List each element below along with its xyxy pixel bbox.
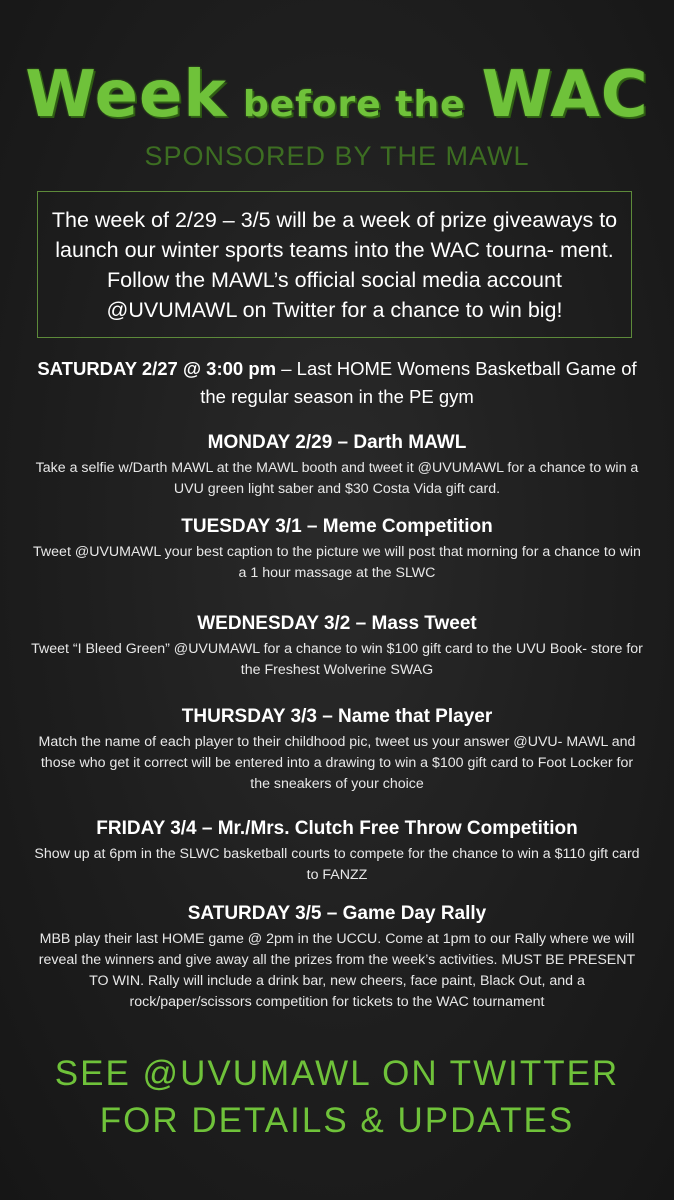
footer-callout: [0, 1050, 674, 1144]
flyer-title: [0, 58, 674, 132]
event-tuesday-3-1: [30, 514, 644, 584]
intro-text: The week of 2/29 – 3/5 will be a week of prize giveaways to launch our winter sports teams into the WAC tourna- ment. Follow the MAWL’s official social media account @UVUMAWL on Twitter for a chance to win big!: [51, 207, 618, 322]
event-detail: – Meme Competition: [301, 516, 493, 537]
event-thursday-3-3: [30, 704, 644, 795]
event-detail: – Last HOME Womens Basketball Game of the regular season in the PE gym: [200, 358, 637, 407]
event-heading: [30, 611, 644, 637]
event-day: THURSDAY 3/3 – Name that Player: [181, 706, 493, 727]
title-word-week: Week: [25, 58, 227, 132]
footer-line-2: FOR DETAILS & UPDATES: [99, 1101, 575, 1140]
event-description: Show up at 6pm in the SLWC basketball courts to compete for the chance to win a $110 gift card to FANZZ: [34, 846, 640, 883]
event-heading: [30, 901, 644, 927]
event-description: MBB play their last HOME game @ 2pm in the UCCU. Come at 1pm to our Rally where we will reveal the winners and give away all the prizes from the week’s activities. MUST BE PRESENT TO WIN. Rally will include a drink bar, new cheers, face paint, Black Out, and a rock/paper/scissors competition for tickets to the WAC tournament: [38, 931, 636, 1010]
title-word-before-the: before the: [242, 84, 466, 125]
event-description: Tweet “I Bleed Green” @UVUMAWL for a chance to win $100 gift card to the UVU Book- store for the Freshest Wolverine SWAG: [31, 641, 643, 678]
event-day: TUESDAY 3/1: [181, 516, 302, 537]
event-wednesday-3-2: [30, 611, 644, 681]
event-saturday-2-27: [30, 355, 644, 411]
event-day: MONDAY 2/29 – Darth MAWL: [207, 432, 467, 453]
event-friday-3-4: [30, 816, 644, 886]
event-day: SATURDAY 2/27 @ 3:00 pm: [37, 358, 277, 379]
event-description: Match the name of each player to their childhood pic, tweet us your answer @UVU- MAWL and those who get it correct will be entered into a drawing to win a $100 gift card to Foot Locker for the sneakers of your choice: [38, 734, 636, 792]
event-description: Tweet @UVUMAWL your best caption to the picture we will post that morning for a chance to win a 1 hour massage at the SLWC: [33, 544, 641, 581]
event-day: SATURDAY 3/5 – Game Day Rally: [187, 903, 487, 924]
event-heading: [30, 704, 644, 730]
event-description: Take a selfie w/Darth MAWL at the MAWL booth and tweet it @UVUMAWL for a chance to win a UVU green light saber and $30 Costa Vida gift card.: [35, 460, 639, 497]
event-saturday-3-5: [30, 901, 644, 1013]
event-detail: – Mass Tweet: [350, 613, 477, 634]
event-day: FRIDAY 3/4 – Mr./Mrs. Clutch Free Throw Competition: [96, 818, 578, 839]
footer-line-1: SEE @UVUMAWL ON TWITTER: [54, 1054, 620, 1093]
event-heading: [30, 514, 644, 540]
title-word-wac: WAC: [481, 58, 649, 132]
event-heading: [30, 816, 644, 842]
intro-box: [37, 191, 632, 338]
event-heading: [30, 355, 644, 411]
sponsor-line: SPONSORED BY THE MAWL: [144, 141, 530, 171]
event-heading: [30, 430, 644, 456]
event-day: WEDNESDAY 3/2: [197, 613, 351, 634]
event-monday-2-29: [30, 430, 644, 500]
